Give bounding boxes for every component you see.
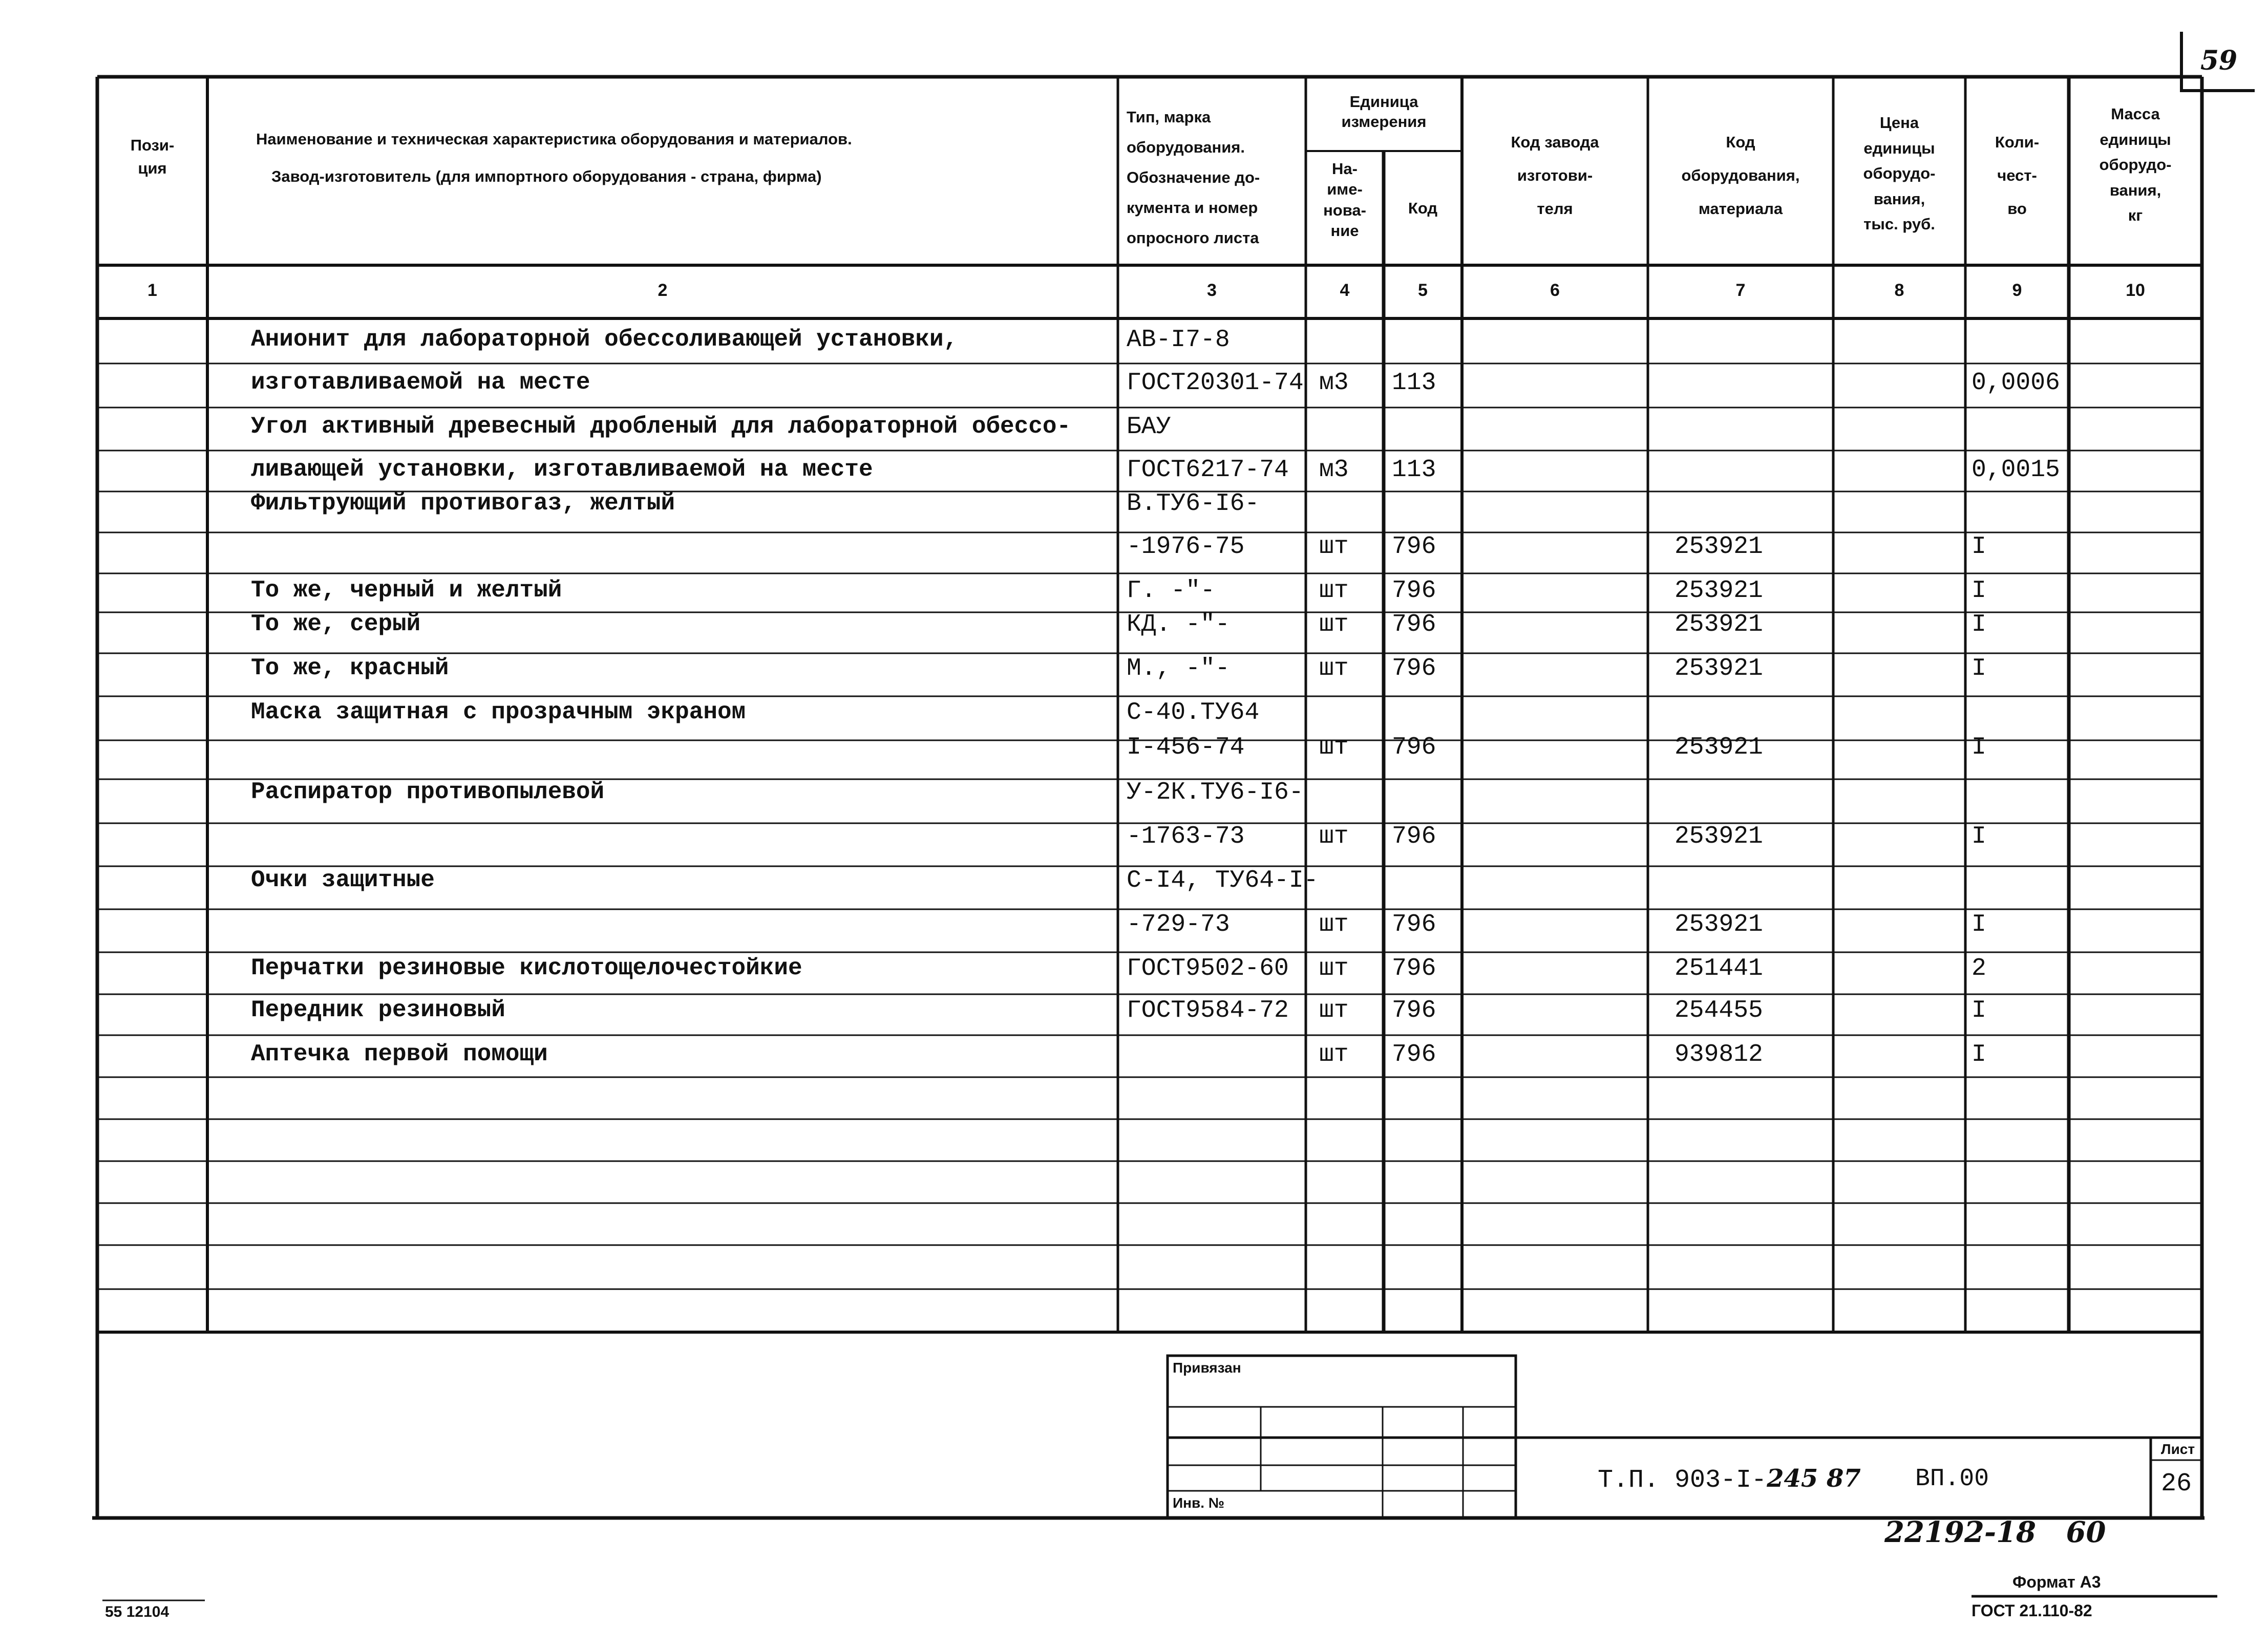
corner-sheet-number: 59 bbox=[2180, 32, 2255, 92]
column-number: 9 bbox=[2012, 281, 2022, 300]
header-unit-code: Код bbox=[1408, 199, 1438, 217]
column-number: 2 bbox=[658, 281, 668, 300]
handwritten-number: 22192-18 60 bbox=[1884, 1515, 2106, 1549]
item-name: То же, серый bbox=[251, 611, 421, 637]
item-material-code: 253921 bbox=[1674, 579, 1763, 603]
item-unit: шт bbox=[1319, 998, 1349, 1023]
item-type: КД. -"- bbox=[1127, 612, 1230, 637]
item-unit-code: 796 bbox=[1392, 735, 1436, 760]
header-unit-group: Единица измерения bbox=[1341, 93, 1427, 131]
item-name: Перчатки резиновые кислотощелочестойкие bbox=[251, 955, 802, 981]
stamp-doc-code: ВП.00 bbox=[1915, 1465, 1989, 1493]
item-quantity: I bbox=[1972, 534, 1986, 559]
item-material-code: 253921 bbox=[1674, 612, 1763, 637]
item-quantity: I bbox=[1972, 579, 1986, 603]
item-name: Распиратор противопылевой bbox=[251, 779, 605, 805]
stamp-attached-label: Привязан bbox=[1173, 1360, 1241, 1376]
item-quantity: I bbox=[1972, 998, 1986, 1023]
stamp-inv-label: Инв. № bbox=[1173, 1495, 1225, 1511]
header-position: Пози- ция bbox=[130, 136, 175, 177]
column-number: 4 bbox=[1340, 281, 1350, 300]
item-unit-code: 796 bbox=[1392, 824, 1436, 849]
column-number: 6 bbox=[1550, 281, 1560, 300]
item-unit: шт bbox=[1319, 735, 1349, 760]
header-mass: Масса единицы оборудо- вания, кг bbox=[2099, 105, 2172, 225]
item-unit: шт bbox=[1319, 612, 1349, 637]
column-number: 10 bbox=[2126, 281, 2145, 300]
header-quantity: Коли- чест- во bbox=[1995, 133, 2040, 218]
format-label: Формат А3 bbox=[2012, 1573, 2101, 1591]
item-unit: шт bbox=[1319, 579, 1349, 603]
item-material-code: 939812 bbox=[1674, 1042, 1763, 1067]
item-quantity: I bbox=[1972, 735, 1986, 760]
item-unit-code: 796 bbox=[1392, 534, 1436, 559]
item-name: ливающей установки, изготавливаемой на месте bbox=[251, 456, 873, 483]
item-name: То же, черный и желтый bbox=[251, 577, 562, 604]
item-name: Передник резиновый bbox=[251, 997, 505, 1023]
item-name: изготавливаемой на месте bbox=[251, 369, 590, 396]
item-unit: шт bbox=[1319, 656, 1349, 681]
item-type: -729-73 bbox=[1127, 912, 1230, 937]
item-unit-code: 113 bbox=[1392, 371, 1436, 395]
item-type: Г. -"- bbox=[1127, 579, 1215, 603]
item-name: Угол активный древесный дробленый для лабораторной обессо- bbox=[251, 413, 1071, 440]
header-type: Тип, марка оборудования. Обозначение до- кумента и номер опросного листа bbox=[1127, 108, 1260, 247]
item-type: -1976-75 bbox=[1127, 534, 1245, 559]
item-type: I-456-74 bbox=[1127, 735, 1245, 760]
item-name: Фильтрующий противогаз, желтый bbox=[251, 490, 675, 517]
item-quantity: I bbox=[1972, 1042, 1986, 1067]
item-unit: шт bbox=[1319, 912, 1349, 937]
standard-label: ГОСТ 21.110-82 bbox=[1972, 1601, 2092, 1620]
header-price: Цена единицы оборудо- вания, тыс. руб. bbox=[1863, 114, 1936, 233]
item-unit-code: 796 bbox=[1392, 656, 1436, 681]
item-quantity: 0,0006 bbox=[1972, 371, 2060, 395]
item-quantity: I bbox=[1972, 612, 1986, 637]
stamp-sheet-number: 26 bbox=[2160, 1469, 2192, 1499]
item-type: С-40.ТУ64 bbox=[1127, 700, 1260, 725]
header-factory-code: Код завода изготови- теля bbox=[1511, 133, 1599, 218]
item-material-code: 253921 bbox=[1674, 534, 1763, 559]
item-quantity: I bbox=[1972, 912, 1986, 937]
item-type: ГОСТ20301-74 bbox=[1127, 371, 1304, 395]
item-material-code: 253921 bbox=[1674, 735, 1763, 760]
item-quantity: 0,0015 bbox=[1972, 458, 2060, 482]
column-number: 1 bbox=[147, 281, 157, 300]
item-unit-code: 796 bbox=[1392, 912, 1436, 937]
header-name: Наименование и техническая характеристика оборудования и материалов. Завод-изготовитель (для импортного оборудования - страна, фирма) bbox=[256, 130, 852, 185]
item-type: ГОСТ6217-74 bbox=[1127, 458, 1289, 482]
header-material-code: Код оборудования, материала bbox=[1681, 133, 1800, 218]
item-material-code: 254455 bbox=[1674, 998, 1763, 1023]
item-name: Маска защитная с прозрачным экраном bbox=[251, 699, 746, 725]
item-name: Анионит для лабораторной обессоливающей установки, bbox=[251, 326, 958, 353]
item-unit-code: 796 bbox=[1392, 956, 1436, 981]
item-material-code: 253921 bbox=[1674, 656, 1763, 681]
item-type: М., -"- bbox=[1127, 656, 1230, 681]
item-type: В.ТУ6-I6- bbox=[1127, 491, 1260, 516]
item-unit: шт bbox=[1319, 956, 1349, 981]
item-type: ГОСТ9584-72 bbox=[1127, 998, 1289, 1023]
item-unit-code: 796 bbox=[1392, 612, 1436, 637]
item-quantity: I bbox=[1972, 656, 1986, 681]
item-type: ГОСТ9502-60 bbox=[1127, 956, 1289, 981]
item-material-code: 251441 bbox=[1674, 956, 1763, 981]
item-unit: м3 bbox=[1319, 371, 1349, 395]
item-type: АВ-I7-8 bbox=[1127, 328, 1230, 352]
item-quantity: 2 bbox=[1972, 956, 1986, 981]
item-type: У-2К.ТУ6-I6- bbox=[1127, 780, 1304, 805]
item-unit: м3 bbox=[1319, 458, 1349, 482]
item-unit-code: 796 bbox=[1392, 579, 1436, 603]
item-unit-code: 796 bbox=[1392, 1042, 1436, 1067]
bottom-left-code: 55 12104 bbox=[105, 1603, 169, 1620]
item-unit-code: 113 bbox=[1392, 458, 1436, 482]
header-unit-name: На- име- нова- ние bbox=[1323, 160, 1366, 240]
column-number: 3 bbox=[1207, 281, 1217, 300]
item-type: БАУ bbox=[1127, 415, 1171, 439]
stamp-designation: Т.П. 903-I-245 87 bbox=[1598, 1464, 1861, 1495]
item-type: -1763-73 bbox=[1127, 824, 1245, 849]
item-name: То же, красный bbox=[251, 655, 449, 681]
column-number: 7 bbox=[1735, 281, 1746, 300]
item-type: С-I4, ТУ64-I- bbox=[1127, 868, 1319, 893]
item-unit: шт bbox=[1319, 1042, 1349, 1067]
item-name: Аптечка первой помощи bbox=[251, 1041, 548, 1067]
item-unit-code: 796 bbox=[1392, 998, 1436, 1023]
stamp-sheet-label: Лист bbox=[2160, 1441, 2195, 1457]
column-number: 5 bbox=[1418, 281, 1428, 300]
column-number: 8 bbox=[1894, 281, 1904, 300]
item-material-code: 253921 bbox=[1674, 824, 1763, 849]
item-unit: шт bbox=[1319, 534, 1349, 559]
item-material-code: 253921 bbox=[1674, 912, 1763, 937]
item-name: Очки защитные bbox=[251, 867, 435, 893]
item-quantity: I bbox=[1972, 824, 1986, 849]
item-unit: шт bbox=[1319, 824, 1349, 849]
